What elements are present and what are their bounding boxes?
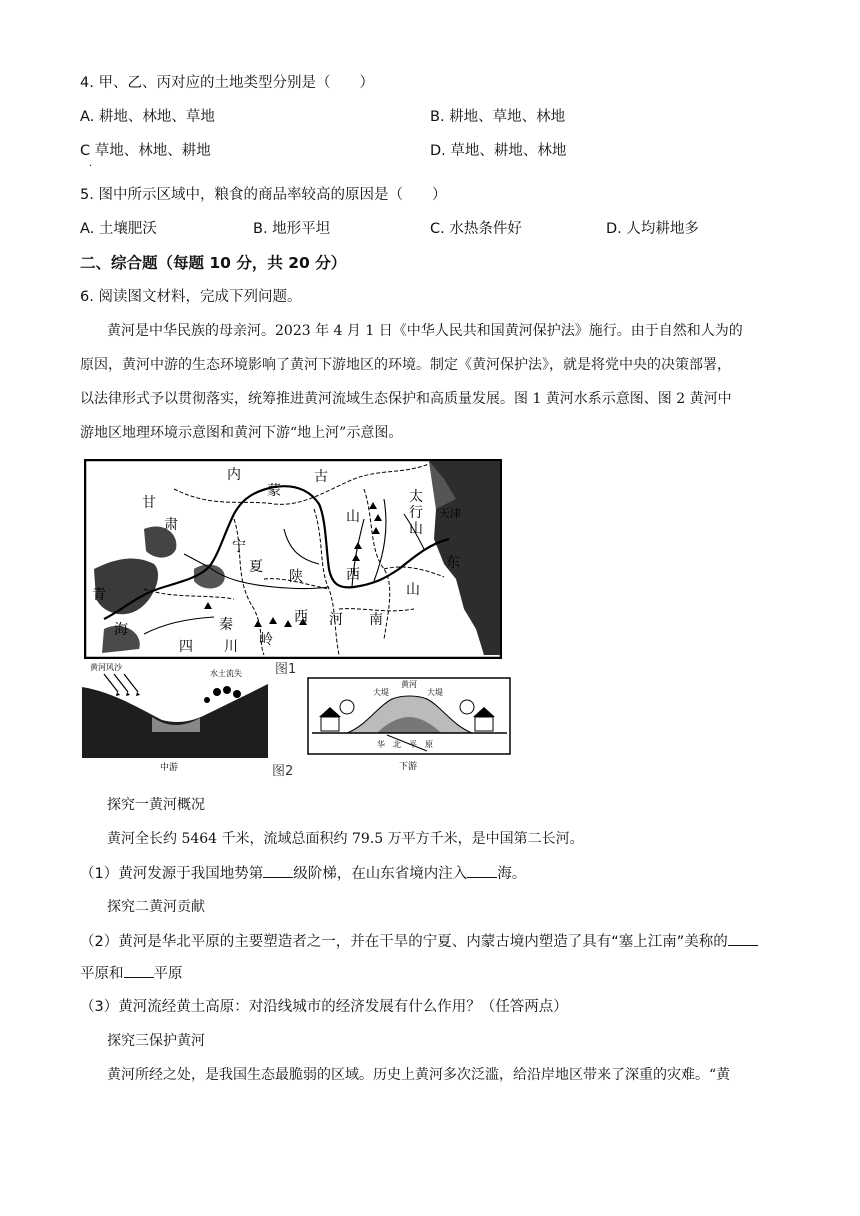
q6-2-text-b: 平原和 (80, 966, 124, 982)
q6-para-line2: 原因，黄河中游的生态环境影响了黄河下游地区的环境。制定《黄河保护法》，就是将党中央的决策部署， (80, 357, 731, 373)
figure2-caption: 图2 (272, 764, 294, 779)
q6-1-text-c: 海。 (497, 866, 527, 882)
q6-1 (80, 863, 526, 884)
map-label-qing: 青 (92, 587, 106, 603)
q4-option-d: D. 草地、耕地、林地 (430, 143, 567, 159)
low-plain-label: 华 北 平 原 (377, 740, 433, 749)
q6-2-text-c: 平原 (153, 966, 183, 982)
map-label-qin: 秦 (219, 617, 233, 633)
figure1-caption: 图1 (275, 662, 297, 677)
explore3-text: 黄河所经之处，是我国生态最脆弱的区域。历史上黄河多次泛滥，给沿岸地区带来了深重的灾难。“黄 (107, 1067, 731, 1083)
mid-label: 中游 (160, 763, 179, 773)
lower-reaches-diagram (307, 677, 511, 773)
map-label-ling: 岭 (259, 632, 273, 648)
explore3-title: 探究三保护黄河 (107, 1033, 205, 1049)
q6-para-line4: 游地区地理环境示意图和黄河下游“地上河”示意图。 (80, 425, 403, 441)
map-label-xia: 夏 (249, 559, 263, 575)
map-label-tianjin: 天津 (439, 507, 461, 520)
map-label-nan: 南 (369, 612, 383, 628)
q4-option-c-text: 草地、林地、耕地 (94, 143, 211, 159)
q6-3: （3）黄河流经黄土高原：对沿线城市的经济发展有什么作用？（任答两点） (80, 999, 568, 1015)
q6-2-text-a: （2）黄河是华北平原的主要塑造者之一，并在干旱的宁夏、内蒙古境内塑造了具有“塞上江南”美称的 (80, 934, 728, 950)
q6-1-blank-2[interactable] (467, 863, 497, 878)
map-label-hai: 海 (114, 622, 128, 638)
q6-2-line1 (80, 931, 758, 952)
q5-option-d: D. 人均耕地多 (606, 221, 699, 237)
q6-para-line3: 以法律形式予以贯彻落实，统筹推进黄河流域生态保护和高质量发展。图 1 黄河水系示意图、图 2 黄河中 (80, 391, 732, 407)
map-label-taihang2: 行 (409, 505, 423, 521)
q6-para-line1: 黄河是中华民族的母亲河。2023 年 4 月 1 日《中华人民共和国黄河保护法》施行。由于自然和人为的 (107, 323, 743, 339)
map-label-dong: 东 (446, 555, 460, 571)
map-label-si: 四 (179, 639, 193, 655)
map-label-gu: 古 (314, 469, 328, 485)
map-label-taihang1: 太 (409, 489, 423, 505)
q5-stem: 5. 图中所示区域中，粮食的商品率较高的原因是（ ） (80, 187, 447, 203)
low-tag-1: 大堤 (373, 688, 389, 697)
map-label-su: 肃 (164, 517, 178, 533)
middle-reaches-diagram (82, 662, 268, 774)
map-label-taihang3: 山 (409, 521, 423, 537)
low-tag-3: 大堤 (427, 688, 443, 697)
map-label-shaan: 陕 (289, 569, 303, 585)
q5-option-b: B. 地形平坦 (253, 221, 331, 237)
map-label-shanxi1: 山 (346, 509, 360, 525)
map-label-shanxi2: 西 (346, 567, 360, 583)
q5-option-a: A. 土壤肥沃 (80, 221, 157, 237)
map-label-chuan: 川 (224, 639, 238, 655)
q6-2-blank-1[interactable] (728, 931, 758, 946)
mid-tag-2: 水土流失 (210, 669, 242, 678)
q4-option-c (80, 141, 211, 161)
map-label-nei: 内 (227, 467, 241, 483)
q6-stem: 6. 阅读图文材料，完成下列问题。 (80, 289, 302, 305)
map-label-gan: 甘 (142, 495, 156, 511)
yellow-river-map (84, 459, 502, 659)
q6-1-text-b: 级阶梯，在山东省境内注入 (293, 866, 468, 882)
map-label-shandong: 山 (406, 582, 420, 598)
q5-option-c: C. 水热条件好 (430, 221, 522, 237)
map-label-he: 河 (329, 612, 343, 628)
explore2-title: 探究二黄河贡献 (107, 899, 205, 915)
explore1-title: 探究一黄河概况 (107, 797, 205, 813)
low-tag-2: 黄河 (401, 680, 417, 689)
map-label-meng: 蒙 (267, 483, 281, 499)
q6-1-blank-1[interactable] (263, 863, 293, 878)
map-label-ning: 宁 (232, 539, 246, 555)
low-label: 下游 (399, 762, 418, 772)
map-label-xi2: 西 (294, 609, 308, 625)
q4-stem: 4. 甲、乙、丙对应的土地类型分别是（ ） (80, 75, 374, 91)
q4-option-a: A. 耕地、林地、草地 (80, 109, 215, 125)
section-heading: 二、综合题（每题 10 分，共 20 分） (80, 254, 347, 272)
stray-dot: · (89, 161, 93, 172)
q6-2-blank-2[interactable] (124, 963, 154, 978)
q6-1-text-a: （1）黄河发源于我国地势第 (80, 866, 264, 882)
mid-tag-1: 黄河风沙 (90, 663, 122, 672)
explore1-text: 黄河全长约 5464 千米，流域总面积约 79.5 万平方千米，是中国第二长河。 (107, 831, 584, 847)
q4-option-c-letter: C (80, 143, 91, 159)
q6-2-line2 (80, 963, 183, 984)
q4-option-b: B. 耕地、草地、林地 (430, 109, 566, 125)
